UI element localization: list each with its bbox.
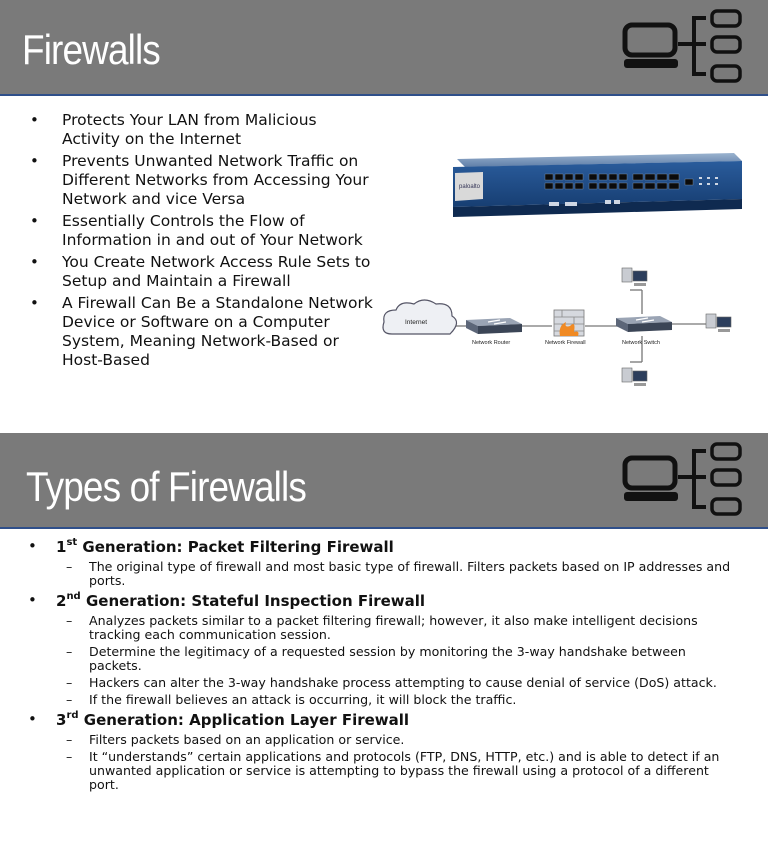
firewall-generations-list (28, 537, 738, 795)
generation-item (28, 591, 738, 707)
switch-icon (616, 316, 672, 346)
generation-point: – If the firewall believes an attack is occurring, it will block the traffic. (56, 693, 738, 707)
generation-point: – It “understands” certain applications and protocols (FTP, DNS, HTTP, etc.) and is able to detect if an unwanted application or service is attempting to bypass the firewall using a protocol of a different port. (56, 750, 738, 792)
slide-title: Firewalls (22, 26, 160, 73)
cloud-label: Internet (405, 319, 428, 326)
slide-title: Types of Firewalls (26, 463, 306, 510)
firewall-label: Network Firewall (545, 340, 586, 346)
title-bar (0, 433, 768, 529)
switch-label: Network Switch (622, 340, 660, 346)
generation-title: • 2nd Generation: Stateful Inspection Firewall (56, 591, 426, 610)
generation-point: – Analyzes packets similar to a packet filtering firewall; however, it also make intelligent decisions tracking each communication session. (56, 614, 738, 642)
generation-item (28, 537, 738, 588)
device-brand-label: paloalto (459, 184, 481, 190)
generation-point: – The original type of firewall and most basic type of firewall. Filters packets based on IP addresses and ports. (56, 560, 738, 588)
generation-point: – Hackers can alter the 3-way handshake process attempting to cause denial of service (DoS) attack. (56, 676, 738, 690)
bullet-item: • Essentially Controls the Flow of Information in and out of Your Network (30, 212, 375, 250)
bullet-item: • Protects Your LAN from Malicious Activity on the Internet (30, 111, 375, 149)
bullet-item: • Prevents Unwanted Network Traffic on Different Networks from Accessing Your Network and vice Versa (30, 152, 375, 209)
computer-icon (622, 368, 647, 386)
generation-point: – Filters packets based on an application or service. (56, 733, 738, 747)
firewall-appliance-image (449, 151, 744, 219)
feature-bullets (30, 111, 375, 373)
computer-icon (706, 314, 731, 332)
bullet-item: • You Create Network Access Rule Sets to Setup and Maintain a Firewall (30, 253, 375, 291)
bullet-item: • A Firewall Can Be a Standalone Network Device or Software on a Computer System, Meaning Network-Based or Host-Based (30, 294, 375, 370)
network-diagram (380, 262, 750, 392)
slide-firewalls (0, 0, 768, 430)
generation-title: • 3rd Generation: Application Layer Firewall (56, 710, 410, 729)
router-icon (466, 318, 522, 346)
internet-cloud-icon (383, 300, 457, 334)
firewall-icon (545, 310, 586, 346)
network-hierarchy-icon (622, 8, 748, 88)
router-label: Network Router (472, 340, 511, 346)
slide-types-of-firewalls (0, 433, 768, 866)
network-hierarchy-icon (622, 441, 748, 521)
generation-point: – Determine the legitimacy of a requested session by monitoring the 3-way handshake between packets. (56, 645, 738, 673)
computer-icon (622, 268, 647, 286)
title-bar (0, 0, 768, 96)
generation-item (28, 710, 738, 792)
generation-title: • 1st Generation: Packet Filtering Firewall (56, 537, 394, 556)
